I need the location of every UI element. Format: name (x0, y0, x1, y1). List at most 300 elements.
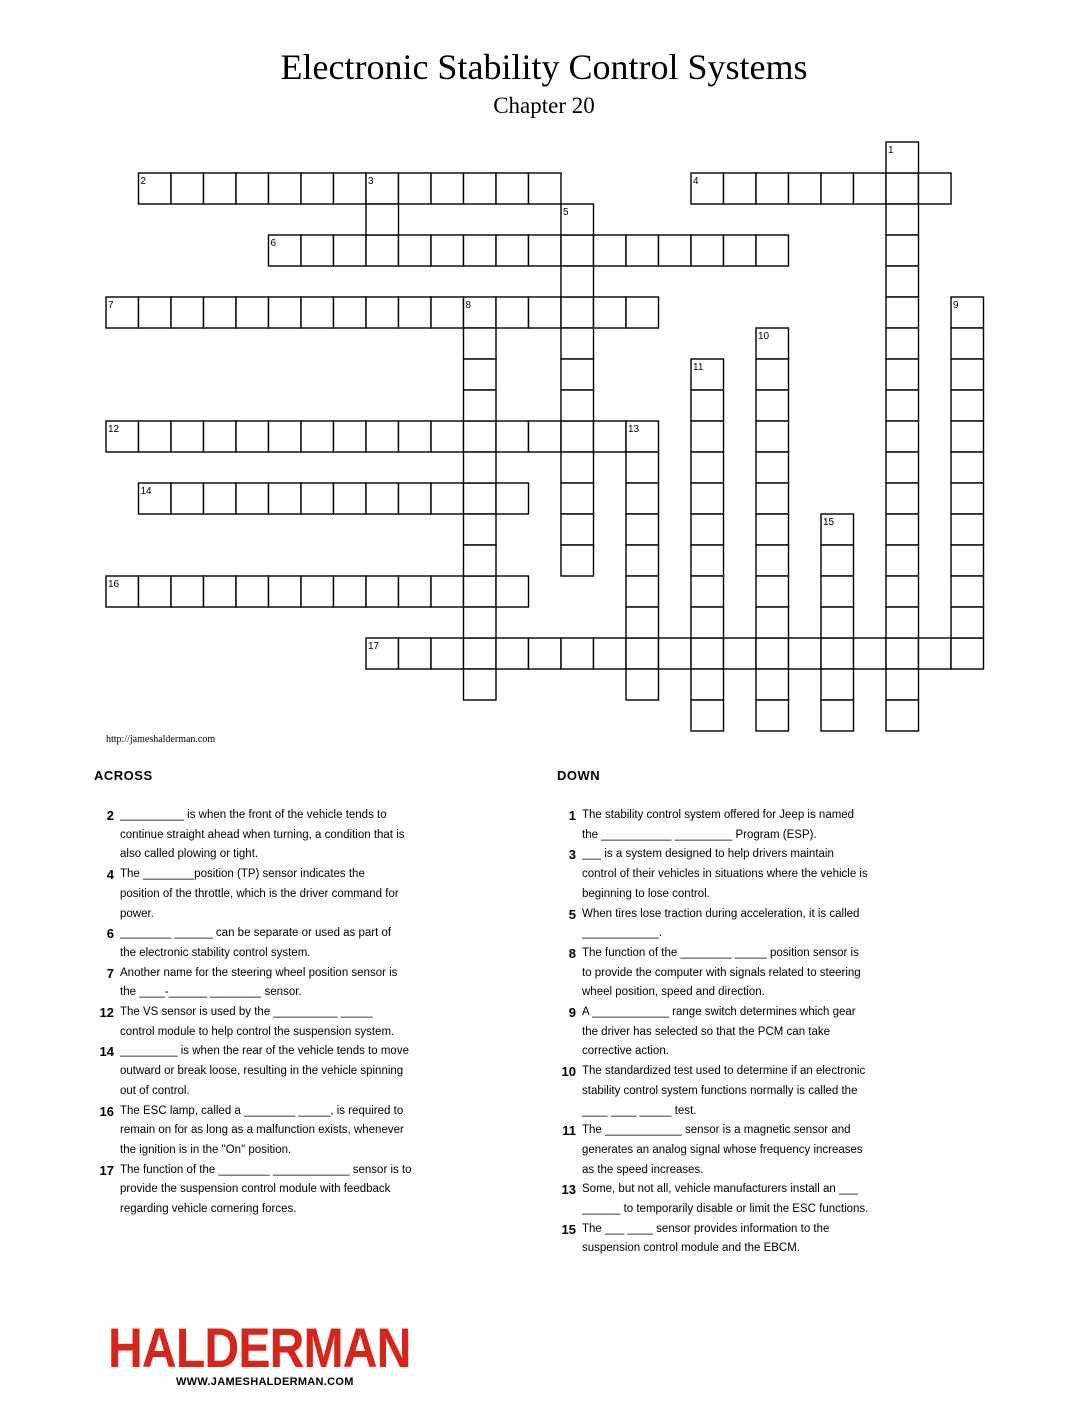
grid-cell[interactable] (886, 700, 919, 731)
grid-cell[interactable] (756, 669, 789, 700)
grid-cell[interactable] (464, 390, 497, 421)
clue-text-line: The ____________ sensor is a magnetic sensor and (582, 1124, 851, 1137)
grid-cell[interactable] (821, 173, 854, 204)
clue-number: 8 (568, 945, 576, 961)
down-clue-8 (568, 944, 912, 1003)
grid-cell[interactable] (886, 576, 919, 607)
page-subtitle: Chapter 20 (493, 93, 595, 118)
grid-cell[interactable] (269, 483, 302, 514)
grid-cell[interactable] (496, 421, 529, 452)
clue-number: 15 (561, 1221, 576, 1237)
clue-text-line: the electronic stability control system. (120, 946, 311, 959)
grid-cell[interactable] (204, 173, 237, 204)
across-clue-4 (106, 865, 450, 924)
clue-text-line: The function of the ________ ____________ sensor is to (120, 1163, 412, 1176)
grid-cell-number: 17 (368, 641, 380, 652)
grid-cell[interactable] (756, 235, 789, 266)
grid-cell[interactable] (594, 297, 627, 328)
grid-cell[interactable] (756, 545, 789, 576)
grid-cell[interactable] (431, 297, 464, 328)
grid-cell[interactable] (431, 638, 464, 669)
grid-cell[interactable] (691, 514, 724, 545)
grid-cell[interactable] (919, 638, 952, 669)
clue-text-line: The function of the ________ _____ position sensor is (582, 946, 859, 959)
down-clue-13 (561, 1180, 912, 1219)
grid-cell[interactable] (431, 421, 464, 452)
grid-cell[interactable] (821, 514, 854, 545)
clue-number: 7 (106, 965, 114, 981)
grid-cell[interactable] (301, 173, 334, 204)
clue-text-line: control module to help control the suspension system. (120, 1025, 395, 1038)
grid-cell[interactable] (139, 483, 172, 514)
grid-cell[interactable] (626, 421, 659, 452)
grid-cell[interactable] (561, 204, 594, 235)
grid-cell[interactable] (139, 576, 172, 607)
grid-cell[interactable] (756, 390, 789, 421)
grid-cell[interactable] (919, 173, 952, 204)
clue-text-line: ________ ______ can be separate or used as part of (120, 927, 392, 940)
grid-cell[interactable] (691, 359, 724, 390)
grid-cell[interactable] (366, 421, 399, 452)
clue-number: 14 (99, 1044, 114, 1060)
grid-cell[interactable] (561, 235, 594, 266)
grid-cell[interactable] (366, 483, 399, 514)
grid-cell[interactable] (951, 638, 984, 669)
clue-number: 6 (106, 926, 114, 942)
grid-cell-number: 10 (758, 331, 770, 342)
grid-cell[interactable] (854, 638, 887, 669)
grid-cell[interactable] (399, 421, 432, 452)
across-clue-16 (99, 1102, 450, 1161)
grid-cell[interactable] (561, 638, 594, 669)
clue-text-line: __________ is when the front of the vehicle tends to (120, 809, 387, 821)
grid-cell[interactable] (464, 359, 497, 390)
clue-text-line: ____________. (582, 927, 662, 940)
grid-cell[interactable] (464, 235, 497, 266)
grid-cell[interactable] (464, 421, 497, 452)
across-clue-list (99, 806, 450, 1220)
grid-cell[interactable] (204, 421, 237, 452)
grid-cell[interactable] (691, 173, 724, 204)
grid-cell[interactable] (756, 638, 789, 669)
down-clue-10 (561, 1062, 912, 1121)
grid-cell[interactable] (594, 638, 627, 669)
grid-cell[interactable] (529, 421, 562, 452)
clue-text-line: stability control system functions normally is called the (582, 1084, 858, 1097)
grid-cell[interactable] (269, 421, 302, 452)
grid-cell[interactable] (659, 235, 692, 266)
grid-cell[interactable] (561, 266, 594, 297)
grid-cell-number: 1 (888, 145, 894, 156)
grid-cell-number: 5 (563, 207, 569, 218)
clue-text-line: the driver has selected so that the PCM can take (582, 1025, 831, 1038)
clue-text-line: as the speed increases. (582, 1163, 704, 1176)
grid-cell[interactable] (561, 545, 594, 576)
clue-number: 10 (561, 1064, 576, 1080)
clue-text-line: Some, but not all, vehicle manufacturers install an ___ (582, 1183, 859, 1196)
grid-cell-number: 11 (693, 362, 704, 373)
grid-cell[interactable] (626, 483, 659, 514)
clue-number: 11 (562, 1123, 576, 1139)
grid-cell[interactable] (496, 235, 529, 266)
grid-cell[interactable] (561, 514, 594, 545)
grid-cell[interactable] (626, 514, 659, 545)
grid-cell[interactable] (496, 297, 529, 328)
grid-cell[interactable] (269, 235, 302, 266)
grid-cell[interactable] (951, 545, 984, 576)
clue-text-line: _________ is when the rear of the vehicle tends to move (120, 1045, 409, 1058)
grid-cell[interactable] (106, 421, 139, 452)
grid-cell[interactable] (951, 359, 984, 390)
grid-cell[interactable] (691, 638, 724, 669)
grid-cell[interactable] (171, 421, 204, 452)
grid-cell[interactable] (951, 452, 984, 483)
across-clue-2 (106, 806, 450, 865)
grid-cell-number: 16 (108, 579, 120, 590)
grid-cell[interactable] (301, 576, 334, 607)
down-clue-1 (568, 806, 912, 845)
down-clue-3 (568, 845, 912, 904)
clue-text-line: wheel position, speed and direction. (582, 986, 765, 999)
clue-number: 16 (99, 1103, 114, 1119)
grid-cell[interactable] (366, 297, 399, 328)
grid-cell[interactable] (236, 483, 269, 514)
grid-cell[interactable] (334, 483, 367, 514)
clue-number: 3 (568, 847, 576, 863)
grid-cell[interactable] (886, 483, 919, 514)
grid-cell[interactable] (691, 452, 724, 483)
grid-cell[interactable] (951, 390, 984, 421)
grid-cell[interactable] (756, 483, 789, 514)
grid-cell[interactable] (334, 421, 367, 452)
grid-cell[interactable] (821, 545, 854, 576)
clue-text-line: The stability control system offered for Jeep is named (582, 809, 855, 821)
grid-cell[interactable] (529, 173, 562, 204)
across-clue-17 (99, 1161, 450, 1220)
grid-cell[interactable] (269, 173, 302, 204)
grid-cell[interactable] (951, 576, 984, 607)
grid-cell[interactable] (626, 638, 659, 669)
clue-text-line: The ________position (TP) sensor indicates the (120, 868, 365, 881)
grid-cell[interactable] (789, 173, 822, 204)
grid-cell[interactable] (886, 638, 919, 669)
grid-cell[interactable] (821, 607, 854, 638)
grid-cell[interactable] (269, 297, 302, 328)
clue-text-line: When tires lose traction during acceleration, it is called (582, 907, 860, 920)
source-url: http://jameshalderman.com (106, 734, 216, 745)
grid-cell[interactable] (626, 545, 659, 576)
grid-cell[interactable] (464, 297, 497, 328)
grid-cell[interactable] (626, 576, 659, 607)
grid-cell[interactable] (951, 421, 984, 452)
grid-cell-number: 8 (465, 300, 472, 311)
page-title: Electronic Stability Control Systems (280, 47, 808, 87)
grid-cell[interactable] (399, 297, 432, 328)
clue-text-line: ____ ____ _____ test. (582, 1104, 697, 1117)
grid-cell-number: 13 (628, 424, 640, 435)
grid-cell[interactable] (269, 576, 302, 607)
grid-cell-number: 12 (108, 424, 120, 435)
clue-text-line: A ____________ range switch determines which gear (582, 1006, 856, 1019)
clue-text-line: outward or break loose, resulting in the vehicle spinning (120, 1065, 404, 1078)
grid-cell[interactable] (496, 576, 529, 607)
clue-number: 2 (106, 808, 114, 823)
clue-text-line: The ___ ____ sensor provides information to the (582, 1222, 830, 1235)
grid-cell[interactable] (399, 173, 432, 204)
down-clue-15 (561, 1220, 912, 1259)
grid-cell[interactable] (821, 638, 854, 669)
grid-cell[interactable] (691, 700, 724, 731)
grid-cell[interactable] (529, 297, 562, 328)
grid-cell[interactable] (236, 297, 269, 328)
grid-cell[interactable] (561, 390, 594, 421)
grid-cell[interactable] (561, 359, 594, 390)
grid-cell[interactable] (301, 235, 334, 266)
grid-cell[interactable] (951, 607, 984, 638)
clue-text-line: beginning to lose control. (582, 887, 710, 900)
grid-cell[interactable] (886, 173, 919, 204)
grid-cell[interactable] (951, 297, 984, 328)
grid-cell[interactable] (171, 297, 204, 328)
grid-cell[interactable] (724, 173, 757, 204)
grid-cell[interactable] (464, 638, 497, 669)
clue-text-line: remain on for as long as a malfunction exists, whenever (120, 1124, 404, 1137)
grid-cell[interactable] (366, 638, 399, 669)
clue-number: 9 (568, 1005, 576, 1021)
clue-text-line: also called plowing or tight. (120, 848, 259, 861)
grid-cell[interactable] (464, 483, 497, 514)
grid-cell[interactable] (886, 204, 919, 235)
grid-cell[interactable] (626, 235, 659, 266)
grid-cell[interactable] (854, 173, 887, 204)
grid-cell-number: 15 (823, 517, 835, 528)
grid-cell[interactable] (204, 297, 237, 328)
down-heading: DOWN (557, 768, 601, 783)
clue-text-line: generates an analog signal whose frequency increases (582, 1143, 863, 1156)
grid-cell[interactable] (626, 452, 659, 483)
grid-cell[interactable] (399, 576, 432, 607)
grid-cell[interactable] (756, 421, 789, 452)
clue-text-line: continue straight ahead when turning, a condition that is (120, 828, 405, 841)
grid-cell[interactable] (139, 173, 172, 204)
grid-cell[interactable] (464, 452, 497, 483)
grid-cell[interactable] (431, 235, 464, 266)
grid-cell[interactable] (464, 328, 497, 359)
grid-cell[interactable] (626, 669, 659, 700)
grid-cell[interactable] (431, 483, 464, 514)
clue-number: 17 (99, 1162, 114, 1178)
grid-cell[interactable] (821, 700, 854, 731)
grid-cell[interactable] (886, 514, 919, 545)
grid-cell[interactable] (464, 576, 497, 607)
grid-cell[interactable] (366, 173, 399, 204)
grid-cell[interactable] (334, 173, 367, 204)
clue-text-line: The VS sensor is used by the __________ _____ (120, 1006, 373, 1019)
grid-cell[interactable] (691, 545, 724, 576)
down-clue-9 (568, 1003, 912, 1062)
grid-cell[interactable] (886, 607, 919, 638)
grid-cell[interactable] (301, 483, 334, 514)
grid-cell[interactable] (464, 607, 497, 638)
grid-cell[interactable] (756, 452, 789, 483)
grid-cell[interactable] (561, 421, 594, 452)
clue-number: 4 (106, 867, 114, 883)
grid-cell[interactable] (756, 328, 789, 359)
grid-cell[interactable] (496, 483, 529, 514)
grid-cell[interactable] (431, 576, 464, 607)
clue-text-line: the ____-______ ________ sensor. (120, 986, 302, 999)
logo-url: WWW.JAMESHALDERMAN.COM (176, 1376, 354, 1388)
grid-cell[interactable] (756, 700, 789, 731)
grid-cell[interactable] (464, 514, 497, 545)
grid-cell[interactable] (399, 638, 432, 669)
grid-cell[interactable] (724, 638, 757, 669)
grid-cell[interactable] (496, 173, 529, 204)
grid-cell[interactable] (529, 638, 562, 669)
grid-cell[interactable] (366, 576, 399, 607)
grid-cell[interactable] (886, 545, 919, 576)
grid-cell[interactable] (139, 297, 172, 328)
grid-cell[interactable] (431, 173, 464, 204)
grid-cell[interactable] (106, 576, 139, 607)
clue-text-line: The ESC lamp, called a ________ _____, is required to (120, 1104, 404, 1117)
clue-number: 12 (99, 1005, 114, 1021)
clue-text-line: control of their vehicles in situations where the vehicle is (582, 868, 868, 881)
grid-cell[interactable] (886, 421, 919, 452)
grid-cell-number: 14 (140, 486, 152, 497)
grid-cell[interactable] (691, 669, 724, 700)
grid-cell[interactable] (756, 576, 789, 607)
grid-cell[interactable] (464, 173, 497, 204)
grid-cell[interactable] (626, 607, 659, 638)
grid-cell[interactable] (821, 669, 854, 700)
grid-cell[interactable] (886, 142, 919, 173)
grid-cell[interactable] (171, 483, 204, 514)
grid-cell[interactable] (366, 235, 399, 266)
grid-cell[interactable] (334, 235, 367, 266)
grid-cell[interactable] (886, 390, 919, 421)
grid-cell[interactable] (886, 297, 919, 328)
clue-text-line: regarding vehicle cornering forces. (120, 1203, 297, 1216)
grid-cell[interactable] (821, 576, 854, 607)
clue-text-line: Another name for the steering wheel position sensor is (120, 966, 398, 979)
clue-number: 1 (568, 808, 576, 823)
grid-cell-number: 3 (368, 176, 374, 187)
grid-cell[interactable] (659, 638, 692, 669)
grid-cell-number: 2 (140, 176, 147, 187)
grid-cell[interactable] (886, 669, 919, 700)
grid-cell[interactable] (464, 545, 497, 576)
grid-cell[interactable] (594, 235, 627, 266)
grid-cell[interactable] (951, 514, 984, 545)
clue-text-line: power. (120, 907, 154, 920)
grid-cell[interactable] (886, 452, 919, 483)
grid-cell[interactable] (789, 638, 822, 669)
grid-cell[interactable] (691, 607, 724, 638)
grid-cell[interactable] (561, 328, 594, 359)
grid-cell[interactable] (334, 297, 367, 328)
grid-cell[interactable] (886, 235, 919, 266)
clue-text-line: corrective action. (582, 1045, 669, 1058)
grid-cell[interactable] (561, 452, 594, 483)
clue-text-line: The standardized test used to determine if an electronic (582, 1065, 866, 1078)
grid-cell-number: 7 (108, 300, 114, 311)
clue-text-line: ______ to temporarily disable or limit the ESC functions. (582, 1203, 869, 1216)
grid-cell[interactable] (756, 173, 789, 204)
clue-text-line: suspension control module and the EBCM. (582, 1242, 800, 1255)
grid-cell[interactable] (756, 514, 789, 545)
grid-cell[interactable] (626, 297, 659, 328)
grid-cell[interactable] (951, 328, 984, 359)
grid-cell-number: 6 (270, 238, 277, 249)
down-clue-list (561, 806, 912, 1259)
grid-cell[interactable] (561, 483, 594, 514)
across-clue-7 (106, 964, 450, 1003)
grid-cell[interactable] (594, 421, 627, 452)
clue-number: 5 (568, 906, 576, 922)
across-clue-12 (99, 1003, 450, 1042)
clue-text-line: the ignition is in the "On" position. (120, 1143, 292, 1156)
grid-cell[interactable] (886, 328, 919, 359)
halderman-logo: HALDERMAN (108, 1316, 411, 1379)
down-clue-5 (568, 905, 912, 944)
grid-cell[interactable] (561, 297, 594, 328)
grid-cell[interactable] (756, 359, 789, 390)
grid-cell[interactable] (236, 421, 269, 452)
grid-cell-number: 9 (953, 300, 959, 311)
clue-text-line: the ___________ _________ Program (ESP). (582, 828, 817, 841)
grid-cell[interactable] (171, 173, 204, 204)
grid-cell[interactable] (204, 483, 237, 514)
grid-cell[interactable] (139, 421, 172, 452)
grid-cell[interactable] (301, 297, 334, 328)
clue-text-line: out of control. (120, 1084, 190, 1097)
grid-cell[interactable] (691, 483, 724, 514)
grid-cell-number: 4 (693, 176, 699, 187)
across-clue-6 (106, 924, 450, 963)
grid-cell[interactable] (496, 638, 529, 669)
grid-cell[interactable] (171, 576, 204, 607)
grid-cell[interactable] (691, 576, 724, 607)
grid-cell[interactable] (886, 359, 919, 390)
grid-cell[interactable] (724, 235, 757, 266)
grid-cell[interactable] (756, 607, 789, 638)
grid-cell[interactable] (691, 390, 724, 421)
grid-cell[interactable] (236, 173, 269, 204)
clue-number: 13 (561, 1182, 576, 1198)
grid-cell[interactable] (366, 204, 399, 235)
across-heading: ACROSS (94, 768, 153, 783)
grid-cell[interactable] (529, 235, 562, 266)
clue-text-line: ___ is a system designed to help drivers maintain (582, 848, 834, 861)
grid-cell[interactable] (204, 576, 237, 607)
grid-cell[interactable] (301, 421, 334, 452)
grid-cell[interactable] (236, 576, 269, 607)
grid-cell[interactable] (886, 266, 919, 297)
grid-cell[interactable] (691, 421, 724, 452)
clue-text-line: to provide the computer with signals related to steering (582, 966, 861, 979)
clue-text-line: provide the suspension control module with feedback (120, 1183, 391, 1196)
grid-cell[interactable] (399, 235, 432, 266)
grid-cell[interactable] (951, 483, 984, 514)
grid-cell[interactable] (691, 235, 724, 266)
clue-text-line: position of the throttle, which is the driver command for (120, 887, 399, 900)
grid-cell[interactable] (106, 297, 139, 328)
grid-cell[interactable] (464, 669, 497, 700)
grid-cell[interactable] (334, 576, 367, 607)
grid-cell[interactable] (399, 483, 432, 514)
down-clue-11 (562, 1121, 912, 1180)
